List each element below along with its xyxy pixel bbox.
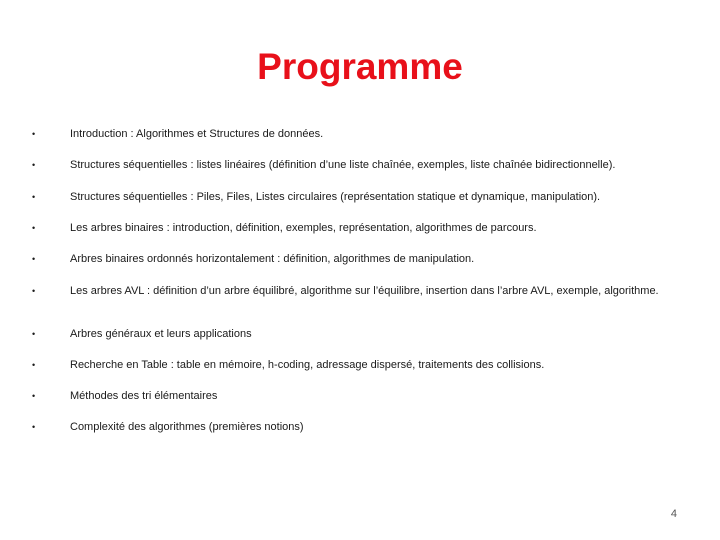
list-item — [28, 328, 668, 341]
list-item-text: Recherche en Table : table en mémoire, h-coding, adressage dispersé, traitements des collisions. — [70, 359, 545, 371]
list-item — [28, 285, 668, 298]
bullet-icon: • — [32, 329, 36, 339]
bullet-icon: • — [32, 360, 36, 370]
list-item — [28, 421, 668, 434]
slide-title: Programme — [257, 46, 463, 87]
bullet-icon: • — [32, 129, 36, 139]
bullet-icon: • — [32, 254, 36, 264]
list-item — [28, 191, 668, 204]
list-item-text: Les arbres binaires : introduction, définition, exemples, représentation, algorithmes de parcours. — [70, 222, 537, 234]
bullet-icon: • — [32, 192, 36, 202]
list-item-text: Complexité des algorithmes (premières notions) — [70, 421, 304, 433]
list-item — [28, 159, 668, 172]
page-number: 4 — [670, 508, 677, 520]
list-item-text: Arbres binaires ordonnés horizontalement : définition, algorithmes de manipulation. — [70, 253, 475, 265]
list-item-text: Structures séquentielles : Piles, Files, Listes circulaires (représentation statique et dynamique, manipulation). — [70, 191, 601, 203]
bullet-icon: • — [32, 286, 36, 296]
list-item-text: Méthodes des tri élémentaires — [70, 390, 218, 402]
list-item — [28, 222, 668, 235]
bullet-icon: • — [32, 160, 36, 170]
list-item-text: Structures séquentielles : listes linéaires (définition d’une liste chaînée, exemples, liste chaînée bidirectionnelle). — [70, 159, 616, 171]
bullet-icon: • — [32, 391, 36, 401]
list-item-text: Arbres généraux et leurs applications — [70, 328, 252, 340]
list-item — [28, 390, 668, 403]
list-item — [28, 128, 668, 141]
bullet-icon: • — [32, 422, 36, 432]
list-item-text: Les arbres AVL : définition d’un arbre équilibré, algorithme sur l’équilibre, insertion dans l’arbre AVL, exemple, algorithme. — [70, 285, 659, 297]
bullet-icon: • — [32, 223, 36, 233]
list-item — [28, 253, 668, 266]
list-item — [28, 359, 668, 372]
list-item-text: Introduction : Algorithmes et Structures de données. — [70, 128, 324, 140]
